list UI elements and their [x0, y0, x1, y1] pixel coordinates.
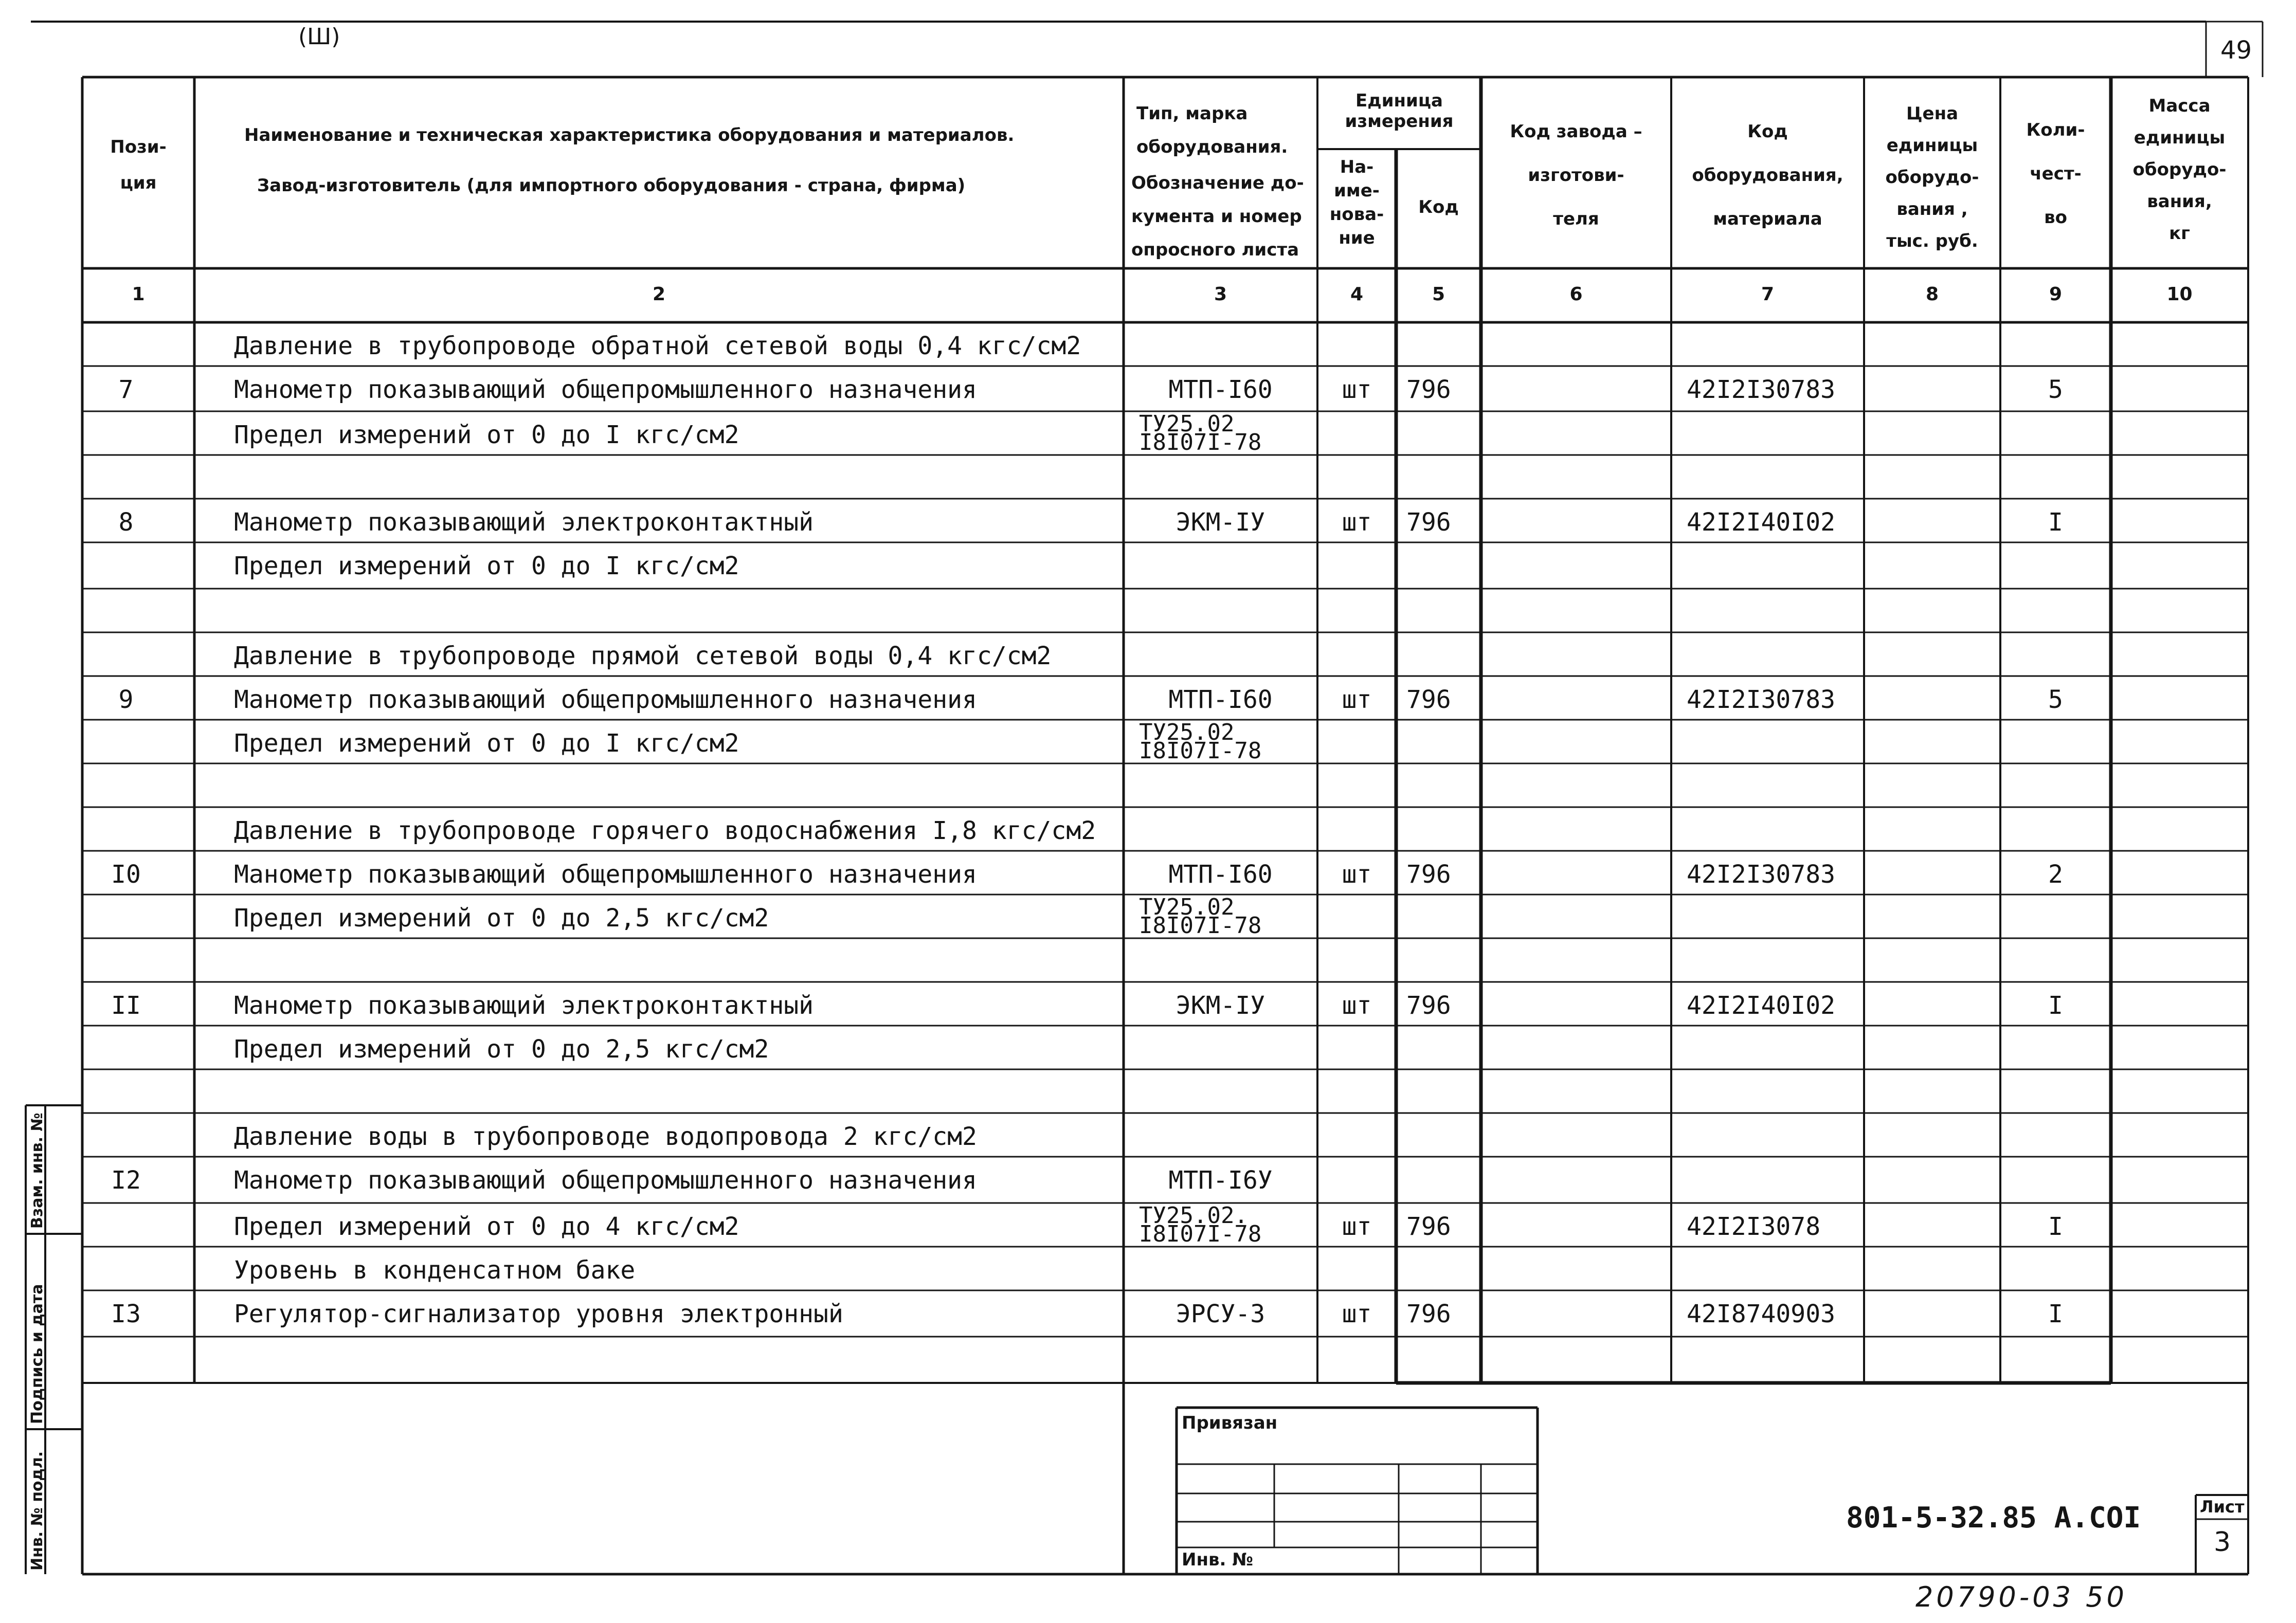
- column-number: 3: [1214, 284, 1227, 305]
- column-number: 6: [1569, 284, 1583, 305]
- row-type-doc: ТУ25.02: [1139, 719, 1235, 745]
- header-text: Тип, марка: [1136, 103, 1248, 124]
- row-name: Манометр показывающий электроконтактный: [234, 508, 814, 537]
- header-text: кг: [2169, 223, 2190, 244]
- row-name: Предел измерений от 0 до 2,5 кгс/см2: [234, 1035, 769, 1064]
- row-position: I3: [111, 1300, 141, 1328]
- row-code: 796: [1406, 1300, 1451, 1328]
- row-unit: шт: [1342, 375, 1372, 404]
- row-type: МТП-I60: [1168, 860, 1273, 889]
- column-number: 4: [1350, 284, 1364, 305]
- row-type-doc: ТУ25.02: [1139, 411, 1235, 437]
- row-quantity: I: [2048, 1300, 2063, 1328]
- column-number: 2: [652, 284, 666, 305]
- header-text: оборудо-: [1885, 167, 1979, 188]
- header-text: Пози-: [110, 137, 167, 157]
- row-unit: шт: [1342, 991, 1372, 1020]
- sheet-number: 3: [2214, 1527, 2231, 1558]
- header-text: материала: [1713, 209, 1822, 229]
- row-name: Давление в трубопроводе обратной сетевой воды 0,4 кгс/см2: [234, 332, 1081, 360]
- header-text: единицы: [2134, 127, 2226, 148]
- header-text: оборудо-: [2132, 159, 2227, 180]
- header-text: измерения: [1345, 111, 1454, 132]
- header-text: Код завода –: [1510, 121, 1642, 142]
- row-type-doc: I8I07I-78: [1139, 429, 1262, 455]
- row-code: 796: [1406, 685, 1451, 714]
- row-name: Давление воды в трубопроводе водопровода 2 кгс/см2: [234, 1122, 977, 1151]
- header-text: теля: [1553, 209, 1599, 229]
- row-type-doc: ТУ25.02: [1139, 894, 1235, 920]
- row-name: Манометр показывающий общепромышленного назначения: [234, 685, 977, 714]
- row-unit: шт: [1342, 508, 1372, 537]
- header-text: ние: [1339, 228, 1375, 248]
- row-type-doc: I8I07I-78: [1139, 738, 1262, 764]
- header-text: Наименование и техническая характеристика оборудования и материалов.: [244, 125, 1015, 145]
- row-code: 796: [1406, 860, 1451, 889]
- column-number: 5: [1432, 284, 1445, 305]
- row-position: 8: [118, 508, 134, 537]
- row-name: Давление в трубопроводе прямой сетевой воды 0,4 кгс/см2: [234, 642, 1052, 670]
- row-quantity: 5: [2048, 685, 2063, 714]
- header-text: вания ,: [1896, 199, 1968, 220]
- section-mark: (Ш): [298, 24, 340, 50]
- row-name: Предел измерений от 0 до I кгс/см2: [234, 552, 739, 580]
- row-position: II: [111, 991, 141, 1020]
- row-position: 9: [118, 685, 134, 714]
- header-text: чест-: [2030, 163, 2082, 184]
- column-number: 8: [1925, 284, 1939, 305]
- row-name: Манометр показывающий электроконтактный: [234, 991, 814, 1020]
- sheet-label: Лист: [2200, 1497, 2245, 1517]
- row-type-doc: I8I07I-78: [1139, 913, 1262, 939]
- header-text: опросного листа: [1131, 240, 1299, 260]
- header-text: нова-: [1329, 204, 1384, 225]
- side-label-replaced-inv: Взам. инв. №: [28, 1113, 46, 1229]
- header-text: Завод-изготовитель (для импортного оборудования - страна, фирма): [257, 175, 966, 196]
- header-text: изготови-: [1528, 165, 1624, 186]
- row-equipment-code: 42I2I30783: [1687, 685, 1835, 714]
- row-position: 7: [118, 375, 134, 404]
- row-type-doc: I8I07I-78: [1139, 1221, 1262, 1247]
- row-unit: шт: [1342, 1300, 1372, 1328]
- row-code: 796: [1406, 375, 1451, 404]
- side-label-signature-date: Подпись и дата: [28, 1284, 46, 1424]
- header-text: единицы: [1886, 135, 1978, 156]
- row-type: ЭРСУ-3: [1176, 1300, 1265, 1328]
- archive-number: 20790-03 50: [1915, 1581, 2127, 1613]
- column-number: 9: [2049, 284, 2063, 305]
- side-label-original-inv: Инв. № подл.: [28, 1451, 46, 1571]
- row-name: Уровень в конденсатном баке: [234, 1256, 636, 1285]
- row-code: 796: [1406, 1212, 1451, 1241]
- header-text: На-: [1340, 157, 1374, 177]
- stamp-inv-label: Инв. №: [1182, 1549, 1254, 1570]
- row-equipment-code: 42I2I30783: [1687, 860, 1835, 889]
- row-equipment-code: 42I8740903: [1687, 1300, 1835, 1328]
- row-name: Давление в трубопроводе горячего водоснабжения I,8 кгс/см2: [234, 816, 1096, 845]
- header-text: Коли-: [2026, 120, 2085, 140]
- header-text: ция: [120, 173, 157, 193]
- header-text: оборудования,: [1692, 165, 1843, 186]
- row-quantity: I: [2048, 508, 2063, 537]
- row-name: Регулятор-сигнализатор уровня электронный: [234, 1300, 843, 1328]
- header-text: Масса: [2148, 96, 2211, 116]
- header-text: вания,: [2147, 191, 2212, 212]
- header-text: оборудования.: [1136, 137, 1288, 157]
- row-equipment-code: 42I2I40I02: [1687, 991, 1835, 1020]
- header-text: Код: [1747, 121, 1788, 142]
- row-unit: шт: [1342, 1212, 1372, 1241]
- row-quantity: I: [2048, 991, 2063, 1020]
- header-text: име-: [1334, 180, 1380, 201]
- row-equipment-code: 42I2I3078: [1687, 1212, 1821, 1241]
- row-name: Предел измерений от 0 до 2,5 кгс/см2: [234, 904, 769, 933]
- header-text: Единица: [1355, 90, 1443, 111]
- row-quantity: 2: [2048, 860, 2063, 889]
- row-type: ЭКМ-IУ: [1176, 991, 1265, 1020]
- header-text: во: [2044, 207, 2067, 228]
- row-name: Манометр показывающий общепромышленного назначения: [234, 860, 977, 889]
- row-type: МТП-I60: [1168, 685, 1273, 714]
- row-type-doc: ТУ25.02.: [1139, 1202, 1248, 1229]
- header-text: Обозначение до-: [1131, 173, 1304, 193]
- row-code: 796: [1406, 508, 1451, 537]
- row-equipment-code: 42I2I30783: [1687, 375, 1835, 404]
- row-unit: шт: [1342, 685, 1372, 714]
- row-code: 796: [1406, 991, 1451, 1020]
- row-position: I0: [111, 860, 141, 889]
- column-number: 10: [2166, 284, 2193, 305]
- row-name: Предел измерений от 0 до I кгс/см2: [234, 729, 739, 758]
- row-position: I2: [111, 1166, 141, 1195]
- row-quantity: 5: [2048, 375, 2063, 404]
- header-text: Цена: [1906, 103, 1959, 124]
- row-type: ЭКМ-IУ: [1176, 508, 1265, 537]
- row-name: Манометр показывающий общепромышленного назначения: [234, 1166, 977, 1195]
- row-type: МТП-I60: [1168, 375, 1273, 404]
- column-number: 7: [1761, 284, 1775, 305]
- document-code: 801-5-32.85 А.СОI: [1846, 1501, 2141, 1535]
- stamp-bound-label: Привязан: [1182, 1413, 1278, 1433]
- column-number: 1: [132, 284, 145, 305]
- page-corner-number: 49: [2220, 36, 2252, 65]
- row-type: МТП-I6У: [1168, 1166, 1273, 1195]
- row-quantity: I: [2048, 1212, 2063, 1241]
- header-text: кумента и номер: [1131, 206, 1302, 227]
- row-name: Предел измерений от 0 до I кгс/см2: [234, 421, 739, 449]
- row-equipment-code: 42I2I40I02: [1687, 508, 1835, 537]
- header-col-5: Код: [1418, 197, 1459, 217]
- row-name: Манометр показывающий общепромышленного назначения: [234, 375, 977, 404]
- header-text: тыс. руб.: [1886, 231, 1978, 251]
- row-unit: шт: [1342, 860, 1372, 889]
- row-name: Предел измерений от 0 до 4 кгс/см2: [234, 1212, 739, 1241]
